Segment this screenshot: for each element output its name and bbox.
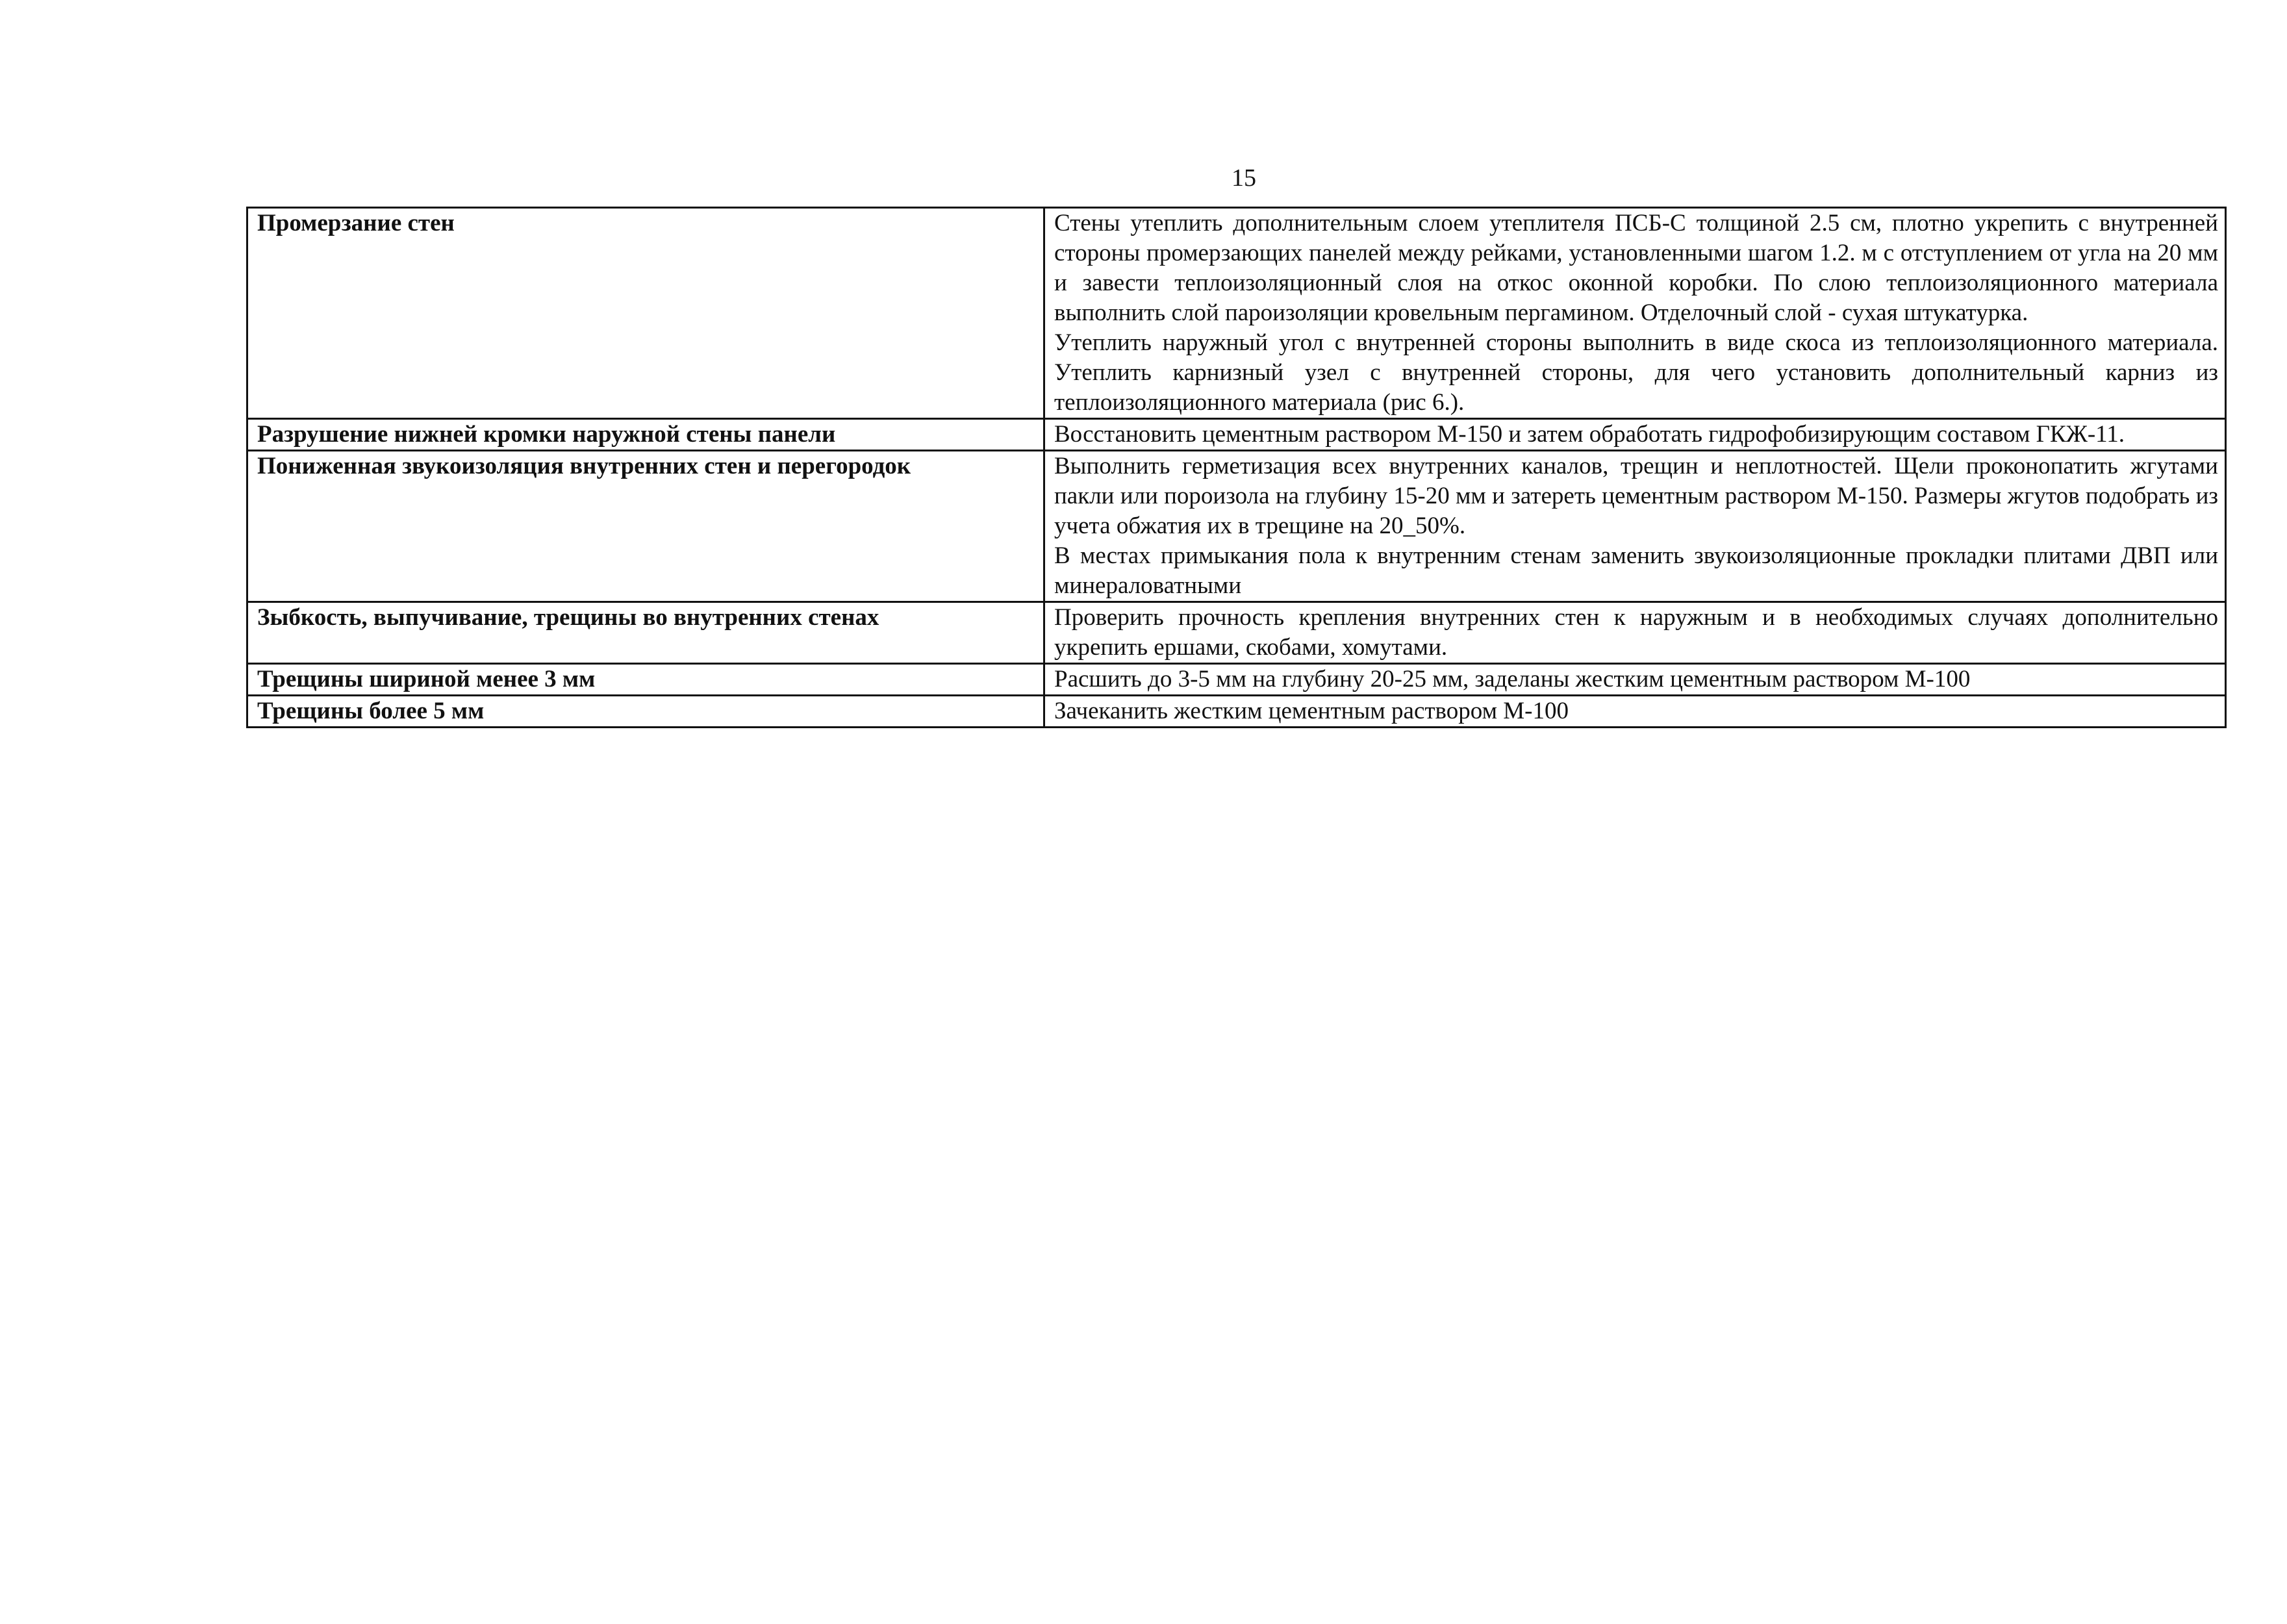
remedy-paragraph: В местах примыкания пола к внутренним стенам заменить звукоизоляционные прокладки плитами ДВП или минераловатными [1054, 542, 2218, 599]
remedy-cell [1044, 602, 2226, 664]
table-row [247, 208, 2226, 419]
table-row [247, 602, 2226, 664]
defect-cell: Зыбкость, выпучивание, трещины во внутренних стенах [247, 602, 1044, 664]
table-row [247, 451, 2226, 602]
remedy-cell [1044, 696, 2226, 728]
defect-cell: Трещины более 5 мм [247, 696, 1044, 728]
table-row [247, 664, 2226, 696]
remedy-cell [1044, 419, 2226, 451]
remedy-paragraph: Проверить прочность крепления внутренних стен к наружным и в необходимых случаях дополнительно укрепить ершами, скобами, хомутами. [1054, 604, 2218, 661]
table-row [247, 696, 2226, 728]
remedy-cell [1044, 208, 2226, 419]
remedy-paragraph: Расшить до 3-5 мм на глубину 20-25 мм, заделаны жестким цементным раствором М-100 [1054, 666, 1971, 692]
remedy-paragraph: Утеплить наружный угол с внутренней стороны выполнить в виде скоса из теплоизоляционного материала. Утеплить карнизный узел с внутренней стороны, для чего установить дополнительный карниз из теплоизоляционного материала (рис 6.). [1054, 329, 2218, 416]
page-number: 15 [1232, 164, 1256, 192]
remedy-paragraph: Зачеканить жестким цементным раствором М-100 [1054, 698, 1569, 724]
remedy-paragraph: Выполнить герметизация всех внутренних каналов, трещин и неплотностей. Щели проконопатить жгутами пакли или пороизола на глубину 15-20 мм и затереть цементным раствором М-150. Размеры жгутов подобрать из учета обжатия их в трещине на 20_50%. [1054, 453, 2218, 539]
defects-table [246, 207, 2227, 728]
table-row [247, 419, 2226, 451]
defect-cell: Пониженная звукоизоляция внутренних стен и перегородок [247, 451, 1044, 602]
defect-cell: Трещины шириной менее 3 мм [247, 664, 1044, 696]
remedy-cell [1044, 664, 2226, 696]
remedy-paragraph: Стены утеплить дополнительным слоем утеплителя ПСБ-С толщиной 2.5 см, плотно укрепить с внутренней стороны промерзающих панелей между рейками, установленными шагом 1.2. м с отступлением от угла на 20 мм и завести теплоизоляционный слоя на откос оконной коробки. По слою теплоизоляционного материала выполнить слой пароизоляции кровельным пергамином. Отделочный слой - сухая штукатурка. [1054, 210, 2218, 326]
defect-cell: Промерзание стен [247, 208, 1044, 419]
remedy-cell [1044, 451, 2226, 602]
defect-cell: Разрушение нижней кромки наружной стены панели [247, 419, 1044, 451]
remedy-paragraph: Восстановить цементным раствором М-150 и затем обработать гидрофобизирующим составом ГКЖ-11. [1054, 421, 2125, 448]
